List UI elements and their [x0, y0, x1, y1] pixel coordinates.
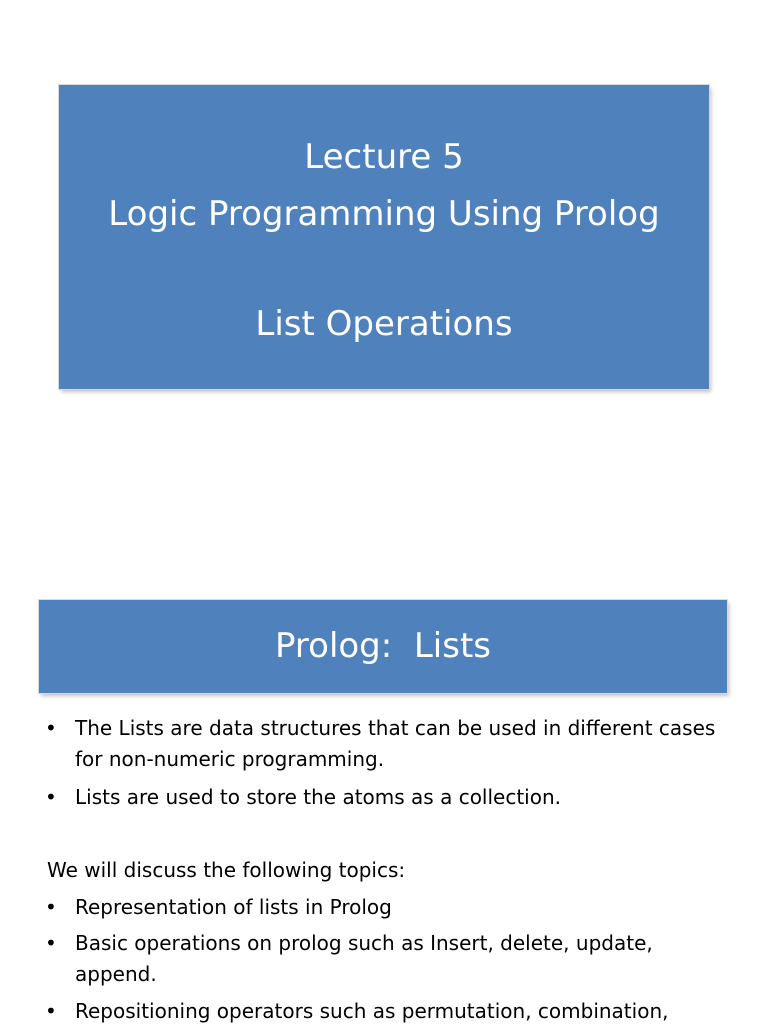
topics-intro: We will discuss the following topics:: [47, 858, 406, 882]
bullet-text: Basic operations on prolog such as Insert, delete, update, append.: [75, 931, 653, 986]
list-item: [45, 892, 725, 923]
bullet-text: The Lists are data structures that can be used in different cases for non-numeric programming.: [75, 716, 716, 771]
bullet-text: Representation of lists in Prolog: [75, 895, 392, 919]
lecture-topic: List Operations: [255, 304, 513, 344]
course-title: Logic Programming Using Prolog: [108, 194, 660, 234]
bullet-marker: •: [45, 716, 57, 740]
title-slide: [59, 85, 709, 389]
bullet-marker: •: [45, 999, 57, 1023]
list-item: [45, 996, 725, 1027]
list-item: [45, 928, 725, 990]
list-item: [45, 782, 725, 813]
bullet-marker: •: [45, 931, 57, 955]
bullet-marker: •: [45, 895, 57, 919]
list-item: [45, 713, 725, 775]
bullet-text: Repositioning operators such as permutation, combination,: [75, 999, 669, 1023]
bullet-marker: •: [45, 785, 57, 809]
bullet-text: Lists are used to store the atoms as a collection.: [75, 785, 562, 809]
lecture-number: Lecture 5: [304, 137, 464, 177]
slide-heading: Prolog: Lists: [39, 600, 727, 693]
